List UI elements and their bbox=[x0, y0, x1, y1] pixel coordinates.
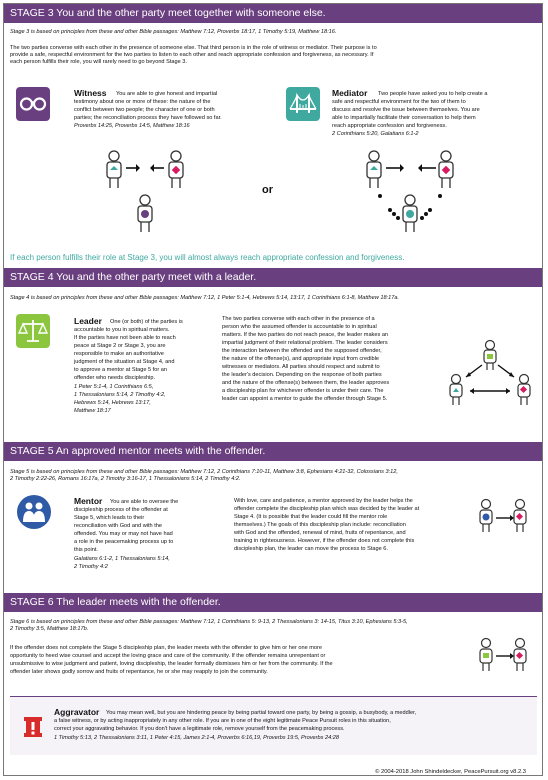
stage5-basis: 2 Timothy 2:22-26, Romans 16:17a, 2 Timothy 3:16-17, 1 Thessalonians 5:14, 2 Timothy 4:2. bbox=[10, 476, 241, 482]
mediator-title: Mediator bbox=[332, 88, 368, 98]
person-icon bbox=[107, 151, 121, 188]
person-icon bbox=[367, 151, 381, 188]
bridge-icon bbox=[286, 87, 320, 121]
stage4-header: STAGE 4 You and the other party meet with a leader. bbox=[4, 268, 542, 287]
mediator-diagram bbox=[356, 144, 466, 244]
stage6-basis: Stage 6 is based on principles from these and other Bible passages: Matthew 7:12, 1 Corinthians 5: 9-13, 2 Thessalonians 3: 14-15, Titus 3:10, Ephesians 5:3-5, bbox=[10, 619, 408, 625]
stage3-header: STAGE 3 You and the other party meet together with someone else. bbox=[4, 4, 542, 23]
mentor-text: You are able to oversee the bbox=[110, 499, 179, 505]
mediator-refs: 2 Corinthians 5:20, Galatians 6:1-2 bbox=[332, 131, 419, 137]
stage5-header: STAGE 5 An approved mentor meets with the offender. bbox=[4, 442, 542, 461]
stage5-basis: Stage 5 is based on principles from these and other Bible passages: Matthew 7:12, 2 Corinthians 7:10-11, Matthew 3:8, Ephesians 4:21-32, Colossians 3:12, bbox=[10, 469, 398, 475]
leader-diagram bbox=[444, 339, 536, 411]
or-label: or bbox=[262, 184, 273, 196]
witness-text: testimony about one or more of these: the nature of the bbox=[74, 99, 211, 105]
stage6-body: offender later shows godly sorrow and fruits of repentance, he or she may reapply to join the community. bbox=[10, 669, 268, 675]
stage4-body: impartial judgment of their relational problem. The leader considers bbox=[222, 340, 388, 346]
stage4-basis: Stage 4 is based on principles from these and other Bible passages: Matthew 7:12, 1 Peter 5:1-4, Hebrews 5:14, 13:17, 1 Corinthians 6:1-8, Matthew 18:17a. bbox=[10, 295, 399, 301]
person-icon bbox=[169, 151, 183, 188]
leader-text: to approve a mentor at Stage 5 for an bbox=[74, 367, 167, 373]
mediator-text: able to impartially facilitate their conversation to help them bbox=[332, 115, 476, 121]
stage4-body: the leader's decision. Depending on the response of both parties bbox=[222, 372, 382, 378]
mentor-text: reconciliation with God and with the bbox=[74, 523, 162, 529]
leader-title: Leader bbox=[74, 316, 102, 326]
mediator-text: safe and respectful environment for the two of them to bbox=[332, 99, 466, 105]
person-icon bbox=[518, 375, 530, 406]
stage5-body: with God and the offended, renewal of mind, fruits of repentance, and bbox=[234, 530, 406, 536]
leader-text: judgment of the situation at Stage 4, and bbox=[74, 359, 175, 365]
stage4-body: a discipleship plan for whichever offender is under their care. The bbox=[222, 388, 384, 394]
person-icon bbox=[514, 500, 526, 533]
stage3-intro-line: provide a safe, respectful environment for the two parties to listen to each other and reach appropriate confession and forgiveness, as necessary. If bbox=[10, 52, 374, 58]
mediator-text: Two people have asked you to help create a bbox=[378, 91, 488, 97]
stage4-body: The two parties converse with each other in the presence of a bbox=[222, 316, 375, 322]
glasses-icon bbox=[16, 87, 50, 121]
mentor-diagram bbox=[474, 496, 534, 558]
leader-refs: Matthew 18:17 bbox=[74, 408, 111, 414]
mentor-text: a role in the peacemaking process up to bbox=[74, 539, 174, 545]
leader-refs: Hebrews 5:14, Hebrews 13:17, bbox=[74, 400, 151, 406]
mentor-text: Stage 5, which leads to their bbox=[74, 515, 145, 521]
page bbox=[3, 3, 543, 776]
person-icon bbox=[439, 151, 453, 188]
stage6-basis: 2 Timothy 3:5, Matthew 18:17b. bbox=[10, 626, 89, 632]
person-icon bbox=[484, 341, 496, 371]
stage6-body: opportunity to heed wise counsel and accept the loving grace and care of the community. If the offender remains unrepentant or bbox=[10, 653, 326, 659]
stage5-body: Stage 4. (It is possible that the leader could fill the mentor role bbox=[234, 514, 388, 520]
footer: © 2004-2018 John Shindeldecker, PeacePursuit.org v8.2.3 bbox=[375, 769, 526, 775]
stage4-body: matters. If the two parties do not reach peace, the leader makes an bbox=[222, 332, 389, 338]
mediator-text: reach appropriate confession and forgiveness. bbox=[332, 123, 447, 129]
person-icon bbox=[450, 375, 462, 406]
mentor-text: discipleship process of the offender at bbox=[74, 507, 168, 513]
scales-icon bbox=[16, 314, 50, 348]
stage5-body: offender complete the discipleship plan which was decided by the leader at bbox=[234, 506, 420, 512]
aggravator-text: You may mean well, but you are hindering peace by being partial toward one party, by being a gossip, a busybody, a meddler, bbox=[106, 710, 417, 716]
person-icon bbox=[403, 195, 417, 232]
stage5-body: themselves.) The goals of this discipleship plan include: reconciliation bbox=[234, 522, 406, 528]
mentor-text: this point. bbox=[74, 547, 98, 553]
person-icon bbox=[480, 500, 492, 533]
mediator-text: discuss and resolve the issue between themselves. You are bbox=[332, 107, 480, 113]
aggravator-text: a false witness, or by acting inappropriately in any other role. If you are in one of the eight legitimate Peace Pursuit roles in this situation, bbox=[54, 718, 391, 724]
stage5-body: training in righteousness. However, if the offender does not complete this bbox=[234, 538, 415, 544]
person-icon bbox=[138, 195, 152, 232]
stage3-basis: Stage 3 is based on principles from these and other Bible passages: Matthew 7:12, Proverbs 18:17, 1 Timothy 5:19, Matthew 18:16. bbox=[10, 29, 337, 35]
witness-diagram bbox=[96, 144, 196, 244]
witness-text: You are able to give honest and impartial bbox=[116, 91, 218, 97]
leader-text: responsible to make an authoritative bbox=[74, 351, 164, 357]
stage3-note: If each person fulfills their role at Stage 3, you will almost always reach appropriate confession and forgiveness. bbox=[10, 253, 405, 262]
leader-text: One (or both) of the parties is bbox=[110, 319, 183, 325]
stage5-body: With love, care and patience, a mentor approved by the leader helps the bbox=[234, 498, 413, 504]
stage6-body: unsubmissive to wise judgment and patient, loving discipleship, the leader formally dismisses him or her from the community. If the bbox=[10, 661, 333, 667]
stage4-body: and the nature of the offense(s) between them, the leader approves bbox=[222, 380, 390, 386]
leader-text: accountable to you in spiritual matters. bbox=[74, 327, 170, 333]
witness-refs: Proverbs 14:25, Proverbs 14:5, Matthew 18:16 bbox=[74, 123, 190, 129]
person-icon bbox=[480, 639, 492, 672]
stage4-body: leader can appoint a mentor to guide the offender through Stage 5. bbox=[222, 396, 388, 402]
stage4-body: person who the assumed offender is accountable to in spiritual bbox=[222, 324, 377, 330]
stage6-body: If the offender does not complete the Stage 5 discipleship plan, the leader meets with the offender to give him or her one more bbox=[10, 645, 322, 651]
stage6-header: STAGE 6 The leader meets with the offender. bbox=[4, 593, 542, 612]
stage4-body: the interaction between the offended and the supposed offender, bbox=[222, 348, 382, 354]
aggravator-text: correct your aggravating behavior. If you don't have a legitimate role, remove yourself from the peacemaking process. bbox=[54, 726, 345, 732]
mentor-text: offended. You may or may not have had bbox=[74, 531, 173, 537]
mentor-refs: Galatians 6:1-2, 1 Thessalonians 5:14, bbox=[74, 556, 170, 562]
leader-text: offender who needs discipleship. bbox=[74, 375, 156, 381]
witness-title: Witness bbox=[74, 88, 107, 98]
stage4-body: the nature of the offense(s), and appropriate input from credible bbox=[222, 356, 379, 362]
mentor-title: Mentor bbox=[74, 496, 103, 506]
mentor-refs: 2 Timothy 4:2 bbox=[74, 564, 108, 570]
stage3-intro-line: The two parties converse with each other in the presence of someone else. That third person is in the role of witness or mediator. Their purpose is to bbox=[10, 45, 377, 51]
leader-refs: 1 Thessalonians 5:14, 2 Timothy 4:2, bbox=[74, 392, 166, 398]
warning-icon bbox=[20, 713, 46, 741]
leader-text: peace at Stage 2 or Stage 3, you are bbox=[74, 343, 166, 349]
stage3-intro-line: each person fulfills their role, you will rarely need to go beyond Stage 3. bbox=[10, 59, 187, 65]
stage4-body: witnesses or mediators. All parties should respect and submit to bbox=[222, 364, 380, 370]
aggravator-title: Aggravator bbox=[54, 707, 100, 717]
stage5-body: discipleship plan, the leader can move the process to Stage 6. bbox=[234, 546, 388, 552]
leader-text: If the parties have not been able to reach bbox=[74, 335, 176, 341]
witness-text: parties; the reconciliation process they have followed so far. bbox=[74, 115, 222, 121]
leader-refs: 1 Peter 5:1-4, 1 Corinthians 6:5, bbox=[74, 384, 154, 390]
witness-text: conflict between two people; the character of one or both bbox=[74, 107, 215, 113]
person-icon bbox=[514, 639, 526, 672]
mentor-icon bbox=[16, 494, 52, 530]
aggravator-refs: 1 Timothy 5:13, 2 Thessalonians 3:11, 1 Peter 4:15, James 2:1-4, Proverbs 6:16,19, Proverbs 19:5, Proverbs 24:28 bbox=[54, 735, 339, 741]
leader-offender-diagram bbox=[474, 636, 534, 682]
